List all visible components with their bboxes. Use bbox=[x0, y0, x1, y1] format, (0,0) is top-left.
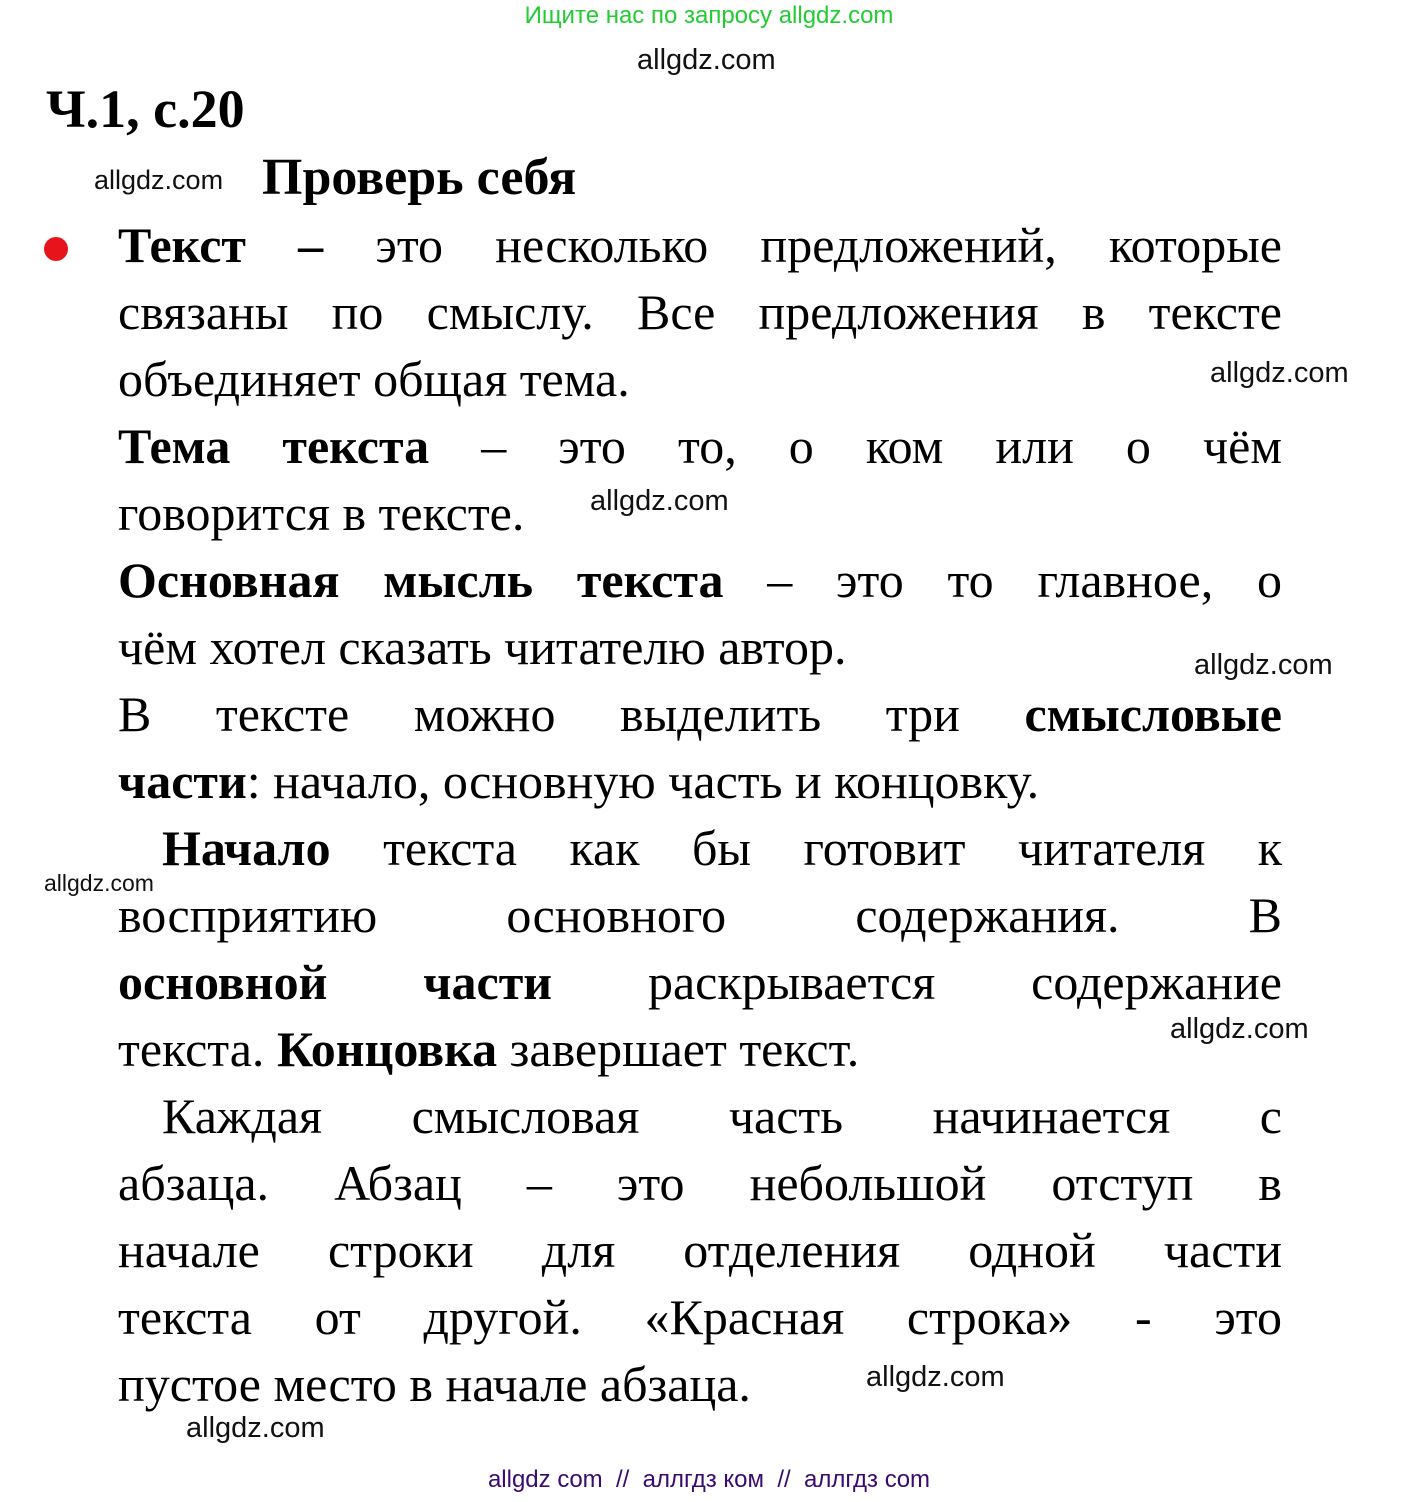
text-segment: абзаца. Абзац – это небольшой отступ в bbox=[118, 1155, 1282, 1211]
watermark: allgdz.com bbox=[1194, 649, 1333, 681]
search-banner: Ищите нас по запросу allgdz.com bbox=[524, 2, 894, 29]
text-segment: В тексте можно выделить три bbox=[118, 686, 1025, 742]
bold-term: Тема текста bbox=[118, 418, 430, 474]
text-segment: текста от другой. «Красная строка» - это bbox=[118, 1289, 1282, 1345]
watermark: allgdz.com bbox=[866, 1361, 1005, 1393]
text-line bbox=[118, 547, 1282, 613]
bold-term: Основная мысль текста bbox=[118, 552, 724, 608]
text-line bbox=[118, 1150, 1282, 1216]
text-line bbox=[118, 1284, 1282, 1350]
text-line bbox=[118, 681, 1282, 747]
text-line bbox=[118, 212, 1282, 278]
text-segment: : начало, основную часть и концовку. bbox=[246, 753, 1040, 809]
bold-term: основной части bbox=[118, 954, 553, 1010]
page-title: Ч.1, с.20 bbox=[46, 79, 245, 139]
text-segment: текста. bbox=[118, 1021, 277, 1077]
text-line bbox=[118, 1016, 1282, 1082]
text-segment: – это то главное, о bbox=[723, 552, 1283, 608]
watermark: allgdz.com bbox=[94, 165, 224, 195]
text-line bbox=[162, 1083, 1282, 1149]
text-segment: чём хотел сказать читателю автор. bbox=[118, 619, 847, 675]
watermark: allgdz.com bbox=[186, 1412, 325, 1444]
watermark: allgdz.com bbox=[590, 485, 729, 517]
bullet-icon bbox=[44, 237, 68, 261]
bold-term: части bbox=[118, 753, 247, 809]
text-line bbox=[118, 346, 1282, 412]
footer-banner: allgdz com // аллгдз ком // аллгдз com bbox=[487, 1466, 931, 1493]
text-segment: завершает текст. bbox=[497, 1021, 860, 1077]
text-segment: объединяет общая тема. bbox=[118, 351, 630, 407]
text-segment: связаны по смыслу. Все предложения в тексте bbox=[118, 284, 1282, 340]
text-segment: раскрывается содержание bbox=[552, 954, 1282, 1010]
text-segment: Каждая смысловая часть начинается с bbox=[162, 1088, 1282, 1144]
watermark: allgdz.com bbox=[1170, 1013, 1309, 1045]
text-line bbox=[118, 279, 1282, 345]
bold-term: смысловые bbox=[1024, 686, 1282, 742]
text-segment: это несколько предложений, которые bbox=[323, 217, 1282, 273]
watermark: allgdz.com bbox=[44, 870, 154, 896]
text-line bbox=[118, 1351, 1282, 1417]
text-segment: начале строки для отделения одной части bbox=[118, 1222, 1282, 1278]
watermark: allgdz.com bbox=[1210, 357, 1349, 389]
text-segment: текста как бы готовит читателя к bbox=[330, 820, 1282, 876]
text-segment: восприятию основного содержания. В bbox=[118, 887, 1282, 943]
text-segment: говорится в тексте. bbox=[118, 485, 525, 541]
text-line bbox=[118, 413, 1282, 479]
text-segment: – это то, о ком или о чём bbox=[429, 418, 1282, 474]
text-line bbox=[118, 949, 1282, 1015]
text-line bbox=[118, 1217, 1282, 1283]
text-line bbox=[162, 815, 1282, 881]
section-heading: Проверь себя bbox=[262, 149, 577, 206]
text-line bbox=[118, 748, 1282, 814]
bold-term: Концовка bbox=[276, 1021, 498, 1077]
bold-term: Текст – bbox=[118, 217, 324, 273]
bold-term: Начало bbox=[162, 820, 331, 876]
watermark: allgdz.com bbox=[637, 44, 776, 76]
text-segment: пустое место в начале абзаца. bbox=[118, 1356, 751, 1412]
text-line bbox=[118, 882, 1282, 948]
text-line bbox=[118, 614, 1282, 680]
